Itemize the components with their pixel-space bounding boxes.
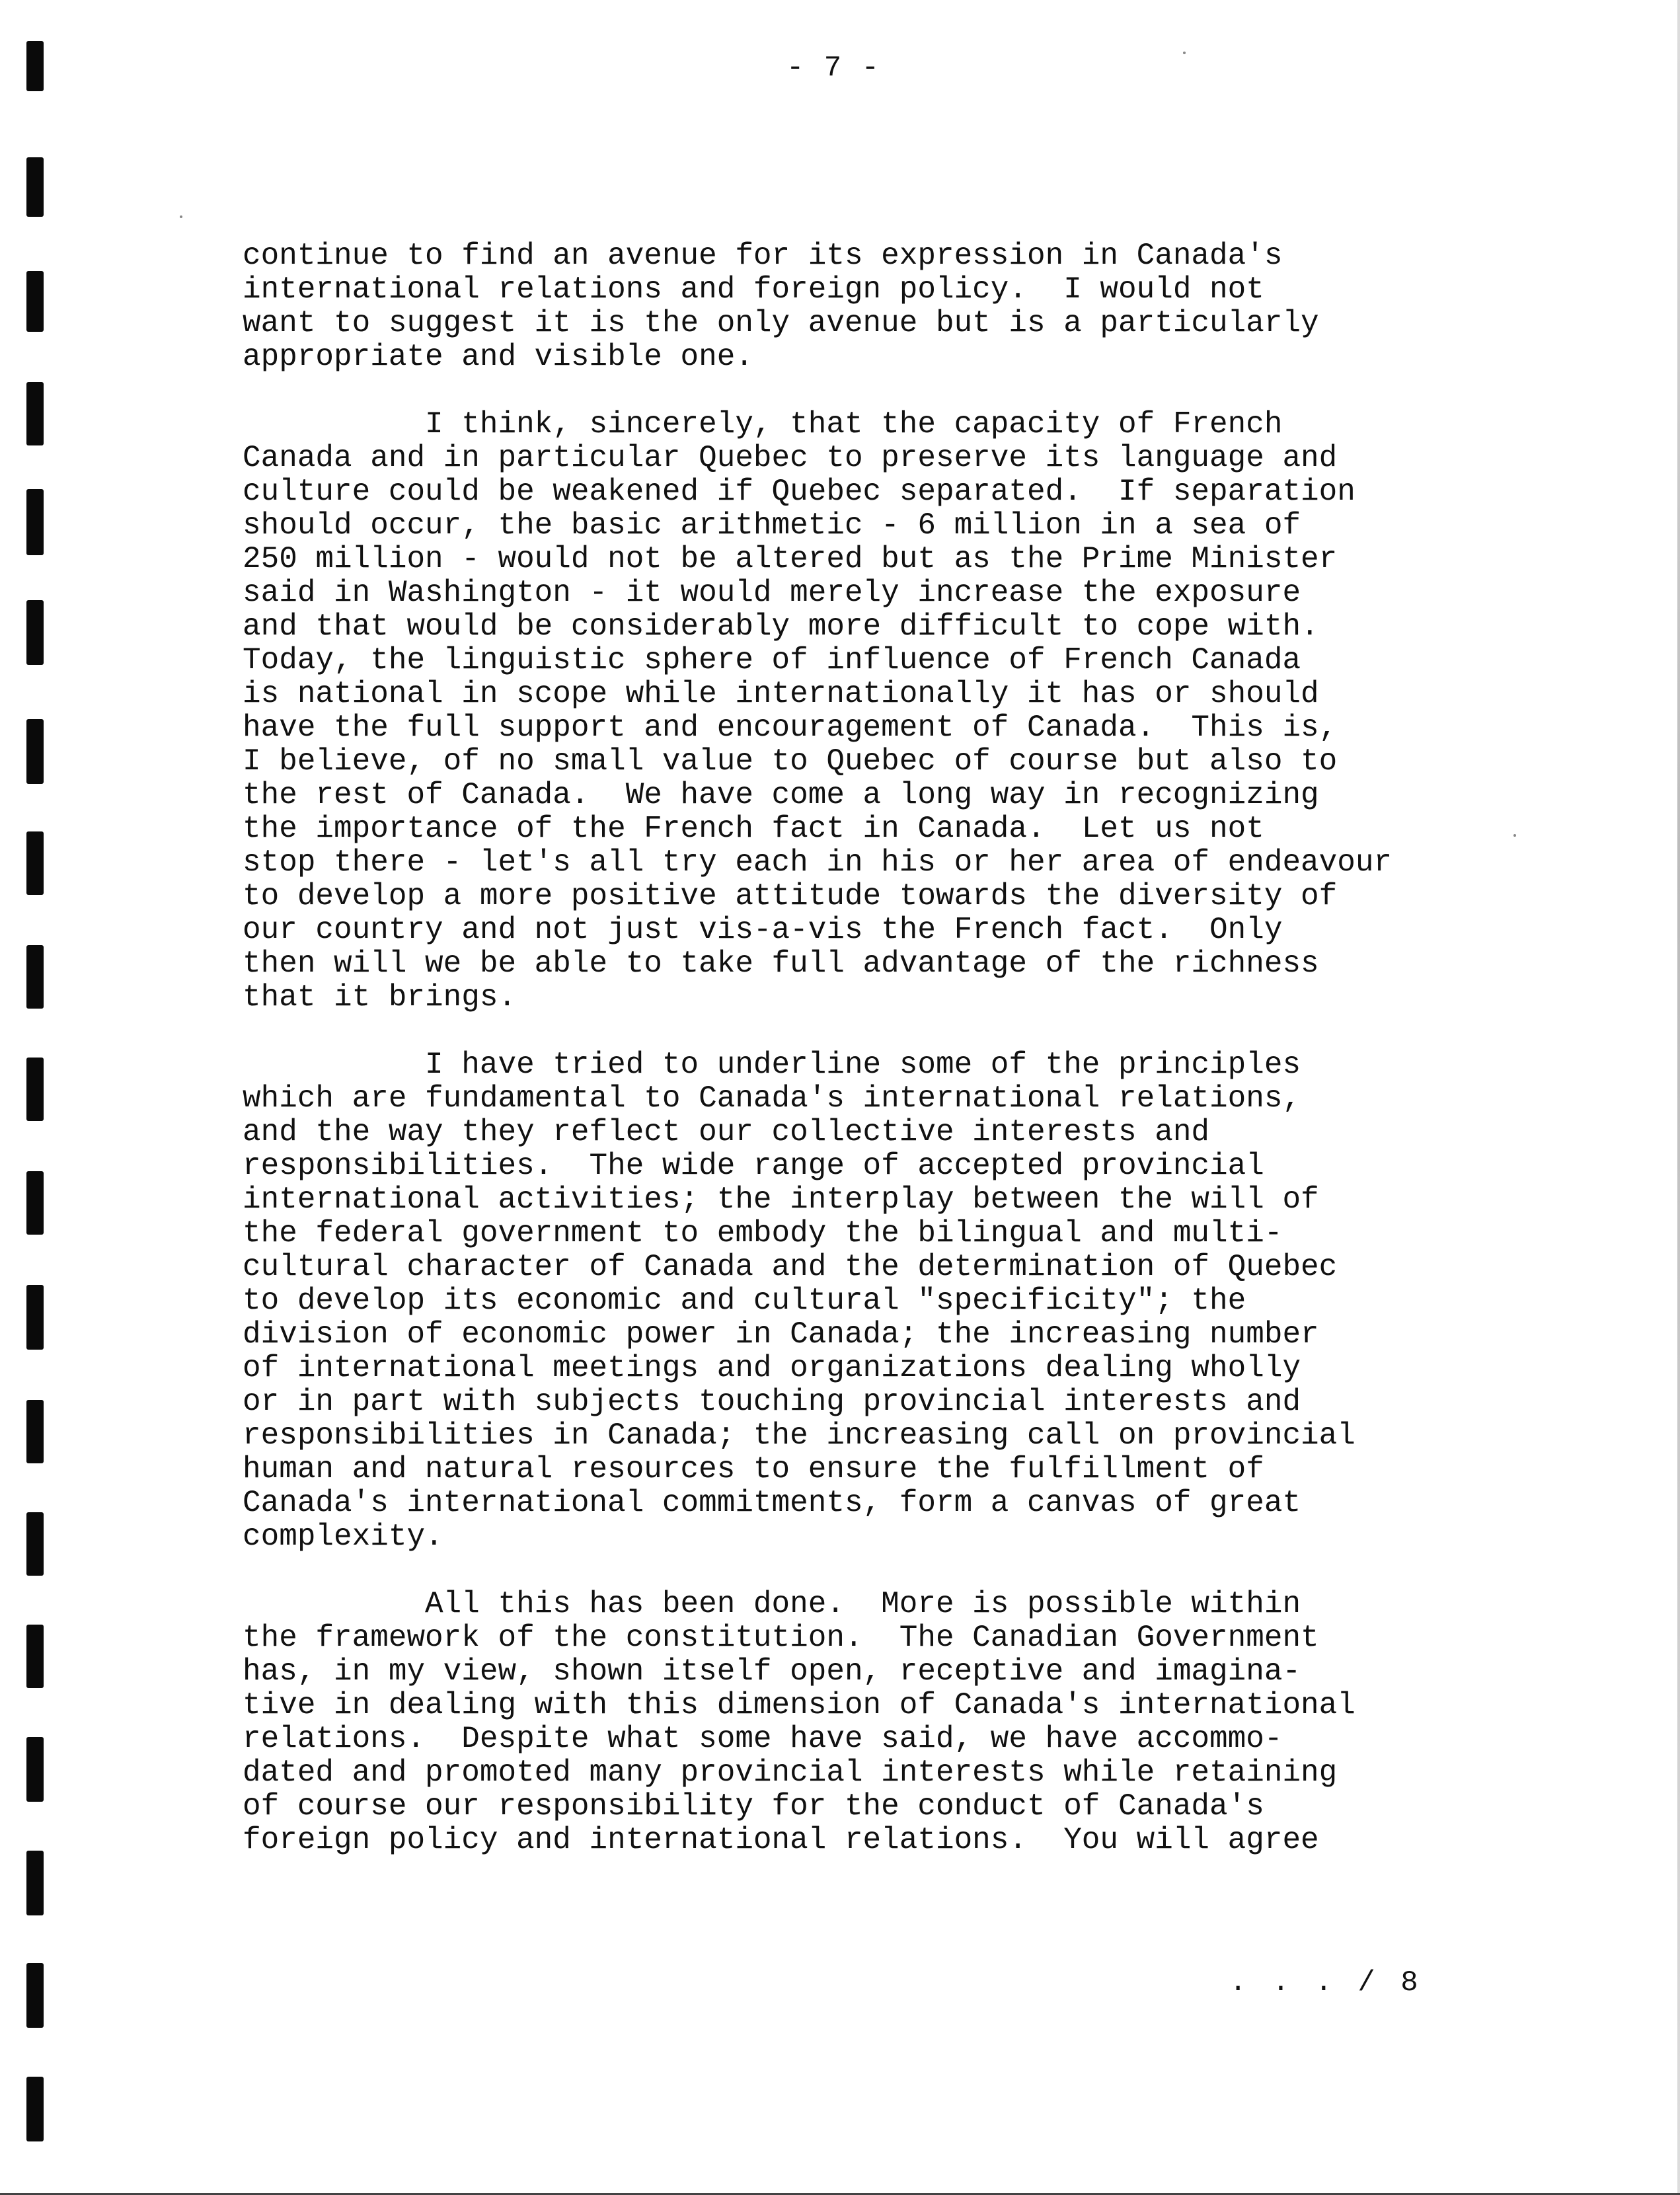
binding-hole bbox=[26, 1963, 44, 2028]
binding-hole bbox=[26, 271, 44, 332]
paragraph: I think, sincerely, that the capacity of French Canada and in particular Quebec to preserve its language and culture could be weakened if Quebec separated. If separation should occur, the basic arithmetic - 6 million in a sea of 250 million - would not be altered but as the Prime Minister said in Washington - it would merely increase the exposure and that would be considerably more difficult to cope with. Today, the linguistic sphere of influence of French Canada is national in scope while internationally it has or should have the full support and encouragement of Canada. This is, I believe, of no small value to Quebec of course but also to the rest of Canada. We have come a long way in recognizing the importance of the French fact in Canada. Let us not stop there - let's all try each in his or her area of endeavour to develop a more positive attitude towards the diversity of our country and not just vis-a-vis the French fact. Only then will we be able to take full advantage of the richness that it brings. bbox=[243, 407, 1393, 1015]
scan-speck bbox=[1183, 52, 1186, 54]
paragraph: I have tried to underline some of the principles which are fundamental to Canada's international relations, and the way they reflect our collective interests and responsibilities. The wide range of accepted provincial international activities; the interplay between the will of the federal government to embody the bilingual and multi- cultural character of Canada and the determination of Quebec to develop its economic and cultural "specificity"; the division of economic power in Canada; the increasing number of international meetings and organizations dealing wholly or in part with subjects touching provincial interests and responsibilities in Canada; the increasing call on provincial human and natural resources to ensure the fulfillment of Canada's international commitments, form a canvas of great complexity. bbox=[243, 1048, 1355, 1554]
continuation-marker: . . . / 8 bbox=[1229, 1966, 1422, 1999]
binding-hole bbox=[26, 1625, 44, 1688]
binding-hole bbox=[26, 1737, 44, 1802]
binding-hole bbox=[26, 1171, 44, 1235]
page-edge bbox=[1677, 0, 1680, 2195]
document-body bbox=[243, 239, 1505, 1891]
binding-hole bbox=[26, 600, 44, 665]
binding-hole bbox=[26, 41, 44, 91]
page-number: - 7 - bbox=[786, 52, 881, 85]
scan-speck bbox=[180, 215, 182, 218]
binding-hole bbox=[26, 1851, 44, 1915]
paragraph: continue to find an avenue for its expression in Canada's international relations and foreign policy. I would not want to suggest it is the only avenue but is a particularly appropriate and visible one. bbox=[243, 239, 1319, 374]
binding-hole bbox=[26, 1512, 44, 1576]
binding-hole bbox=[26, 1400, 44, 1463]
binding-hole bbox=[26, 382, 44, 445]
binding-hole bbox=[26, 2077, 44, 2141]
binding-hole bbox=[26, 831, 44, 895]
binding-holes bbox=[26, 0, 53, 2195]
scan-speck bbox=[1513, 834, 1516, 837]
binding-hole bbox=[26, 489, 44, 555]
binding-hole bbox=[26, 1058, 44, 1121]
binding-hole bbox=[26, 945, 44, 1009]
binding-hole bbox=[26, 1285, 44, 1350]
binding-hole bbox=[26, 157, 44, 217]
binding-hole bbox=[26, 719, 44, 784]
paragraph: All this has been done. More is possible within the framework of the constitution. The Canadian Government has, in my view, shown itself open, receptive and imagina- tive in dealing with this dimension of Canada's international relations. Despite what some have said, we have accommo- dated and promoted many provincial interests while retaining of course our responsibility for the conduct of Canada's foreign policy and international relations. You will agree bbox=[243, 1587, 1355, 1857]
